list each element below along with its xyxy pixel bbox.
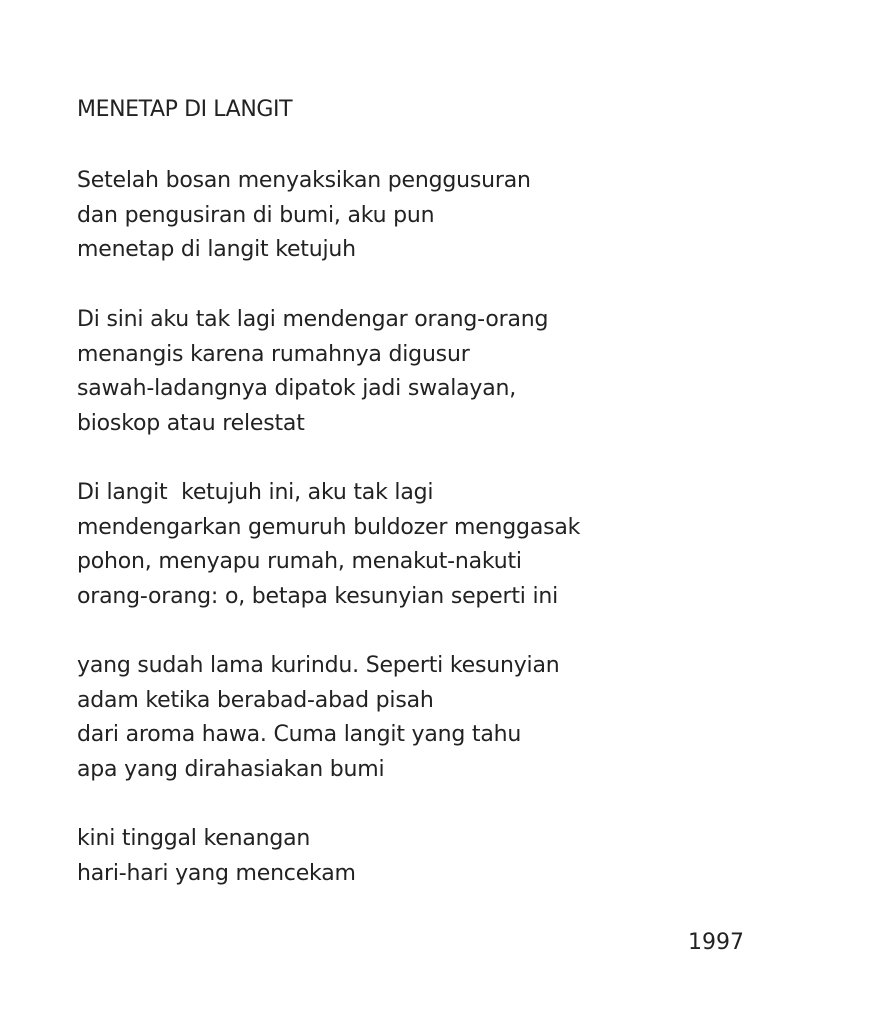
- poem-line: adam ketika berabad-abad pisah: [77, 687, 434, 713]
- poem-year: 1997: [688, 930, 744, 955]
- stanza-5: [77, 822, 356, 891]
- poem-line: Setelah bosan menyaksikan penggusuran: [77, 168, 531, 193]
- poem-line: bioskop atau relestat: [77, 410, 305, 436]
- poem-line: dan pengusiran di bumi, aku pun: [77, 202, 435, 228]
- poem-line: dari aroma hawa. Cuma langit yang tahu: [77, 722, 522, 747]
- poem-line: kini tinggal kenangan: [77, 826, 311, 851]
- poem-line: yang sudah lama kurindu. Seperti kesunyian: [77, 653, 560, 678]
- poem-line: apa yang dirahasiakan bumi: [77, 756, 385, 782]
- poem-line: sawah-ladangnya dipatok jadi swalayan,: [77, 376, 517, 401]
- poem-line: orang-orang: o, betapa kesunyian seperti ini: [77, 583, 559, 609]
- poem-line: mendengarkan gemuruh buldozer menggasak: [77, 514, 581, 540]
- poem-line: hari-hari yang mencekam: [77, 860, 356, 886]
- stanza-2: [77, 303, 548, 441]
- poem-title: MENETAP DI LANGIT: [77, 97, 293, 122]
- poem-line: menetap di langit ketujuh: [77, 237, 356, 262]
- poem-line: menangis karena rumahnya digusur: [77, 341, 470, 367]
- poem-line: Di sini aku tak lagi mendengar orang-orang: [77, 307, 549, 332]
- poem-line: pohon, menyapu rumah, menakut-nakuti: [77, 549, 522, 574]
- stanza-3: [77, 476, 580, 614]
- poem-line: Di langit ketujuh ini, aku tak lagi: [77, 480, 434, 505]
- stanza-4: [77, 649, 559, 787]
- stanza-1: [77, 164, 531, 268]
